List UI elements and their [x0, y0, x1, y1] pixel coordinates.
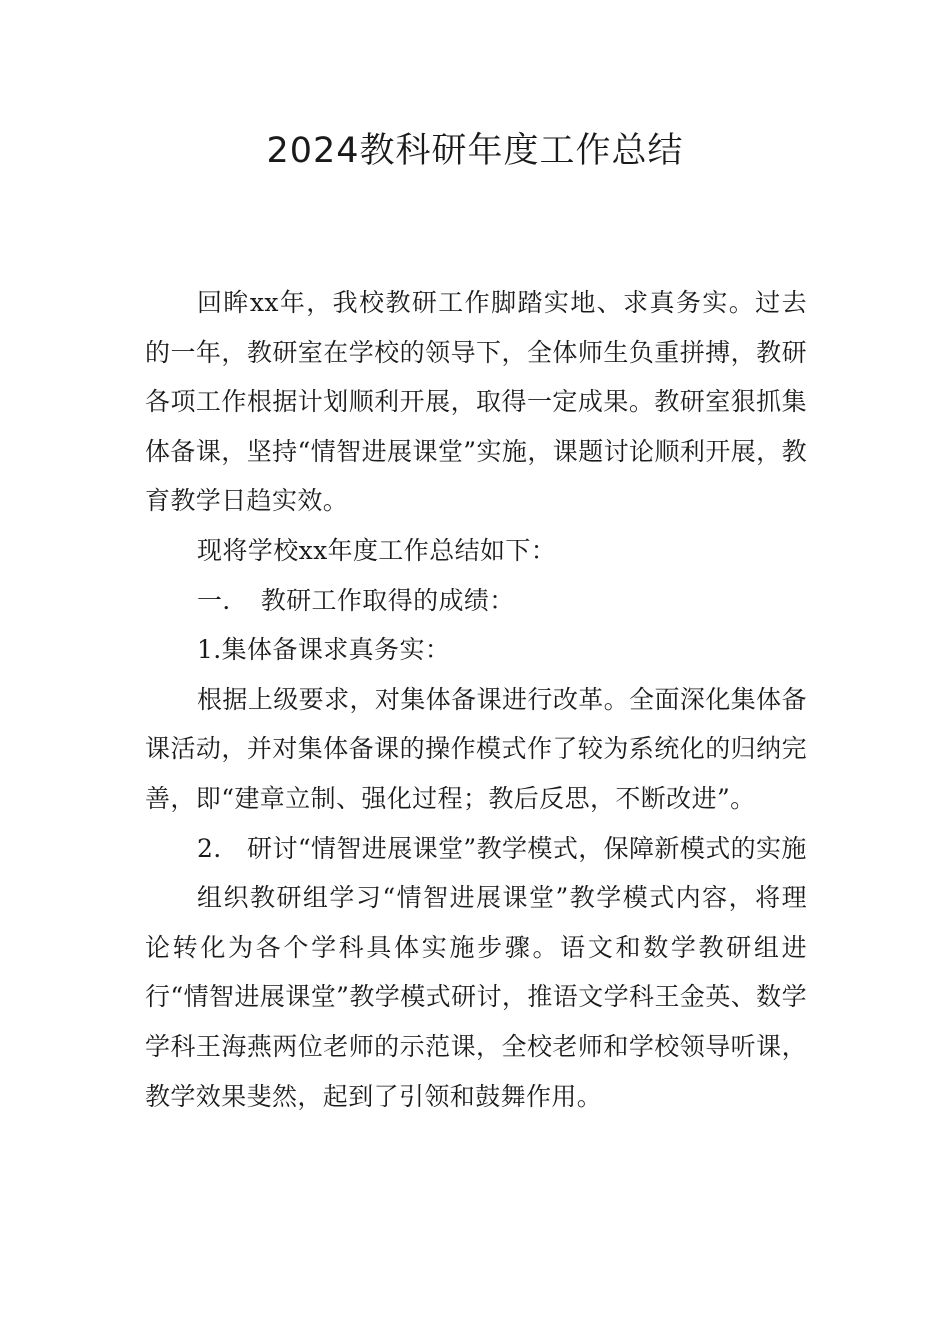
section-heading-achievements: 一． 教研工作取得的成绩：: [197, 585, 515, 615]
subheading-teaching-model: 2. 研讨“情智进展课堂”教学模式，保障新模式的实施: [197, 833, 807, 863]
document-body: [145, 278, 807, 1121]
teaching-model-paragraph: 组织教研组学习“情智进展课堂”教学模式内容，将理论转化为各个学科具体实施步骤。语文和数学教研组进行“情智进展课堂”教学模式研讨，推语文学科王金英、数学学科王海燕两位老师的示范课，全校老师和学校领导听课，教学效果斐然，起到了引领和鼓舞作用。: [145, 883, 807, 1111]
subheading-collective-lesson-prep: 1.集体备课求真务实：: [197, 635, 451, 665]
intro-paragraph: 回眸xx年，我校教研工作脚踏实地、求真务实。过去的一年，教研室在学校的领导下，全体师生负重拼搏，教研各项工作根据计划顺利开展，取得一定成果。教研室狠抓集体备课，坚持“情智进展课堂”实施，课题讨论顺利开展，教育教学日趋实效。: [145, 288, 807, 516]
summary-intro-paragraph: 现将学校xx年度工作总结如下：: [197, 535, 557, 565]
collective-lesson-prep-paragraph: 根据上级要求，对集体备课进行改革。全面深化集体备课活动，并对集体备课的操作模式作了较为系统化的归纳完善，即“建章立制、强化过程；教后反思，不断改进”。: [145, 684, 807, 813]
document-title: 2024教科研年度工作总结: [266, 131, 684, 171]
